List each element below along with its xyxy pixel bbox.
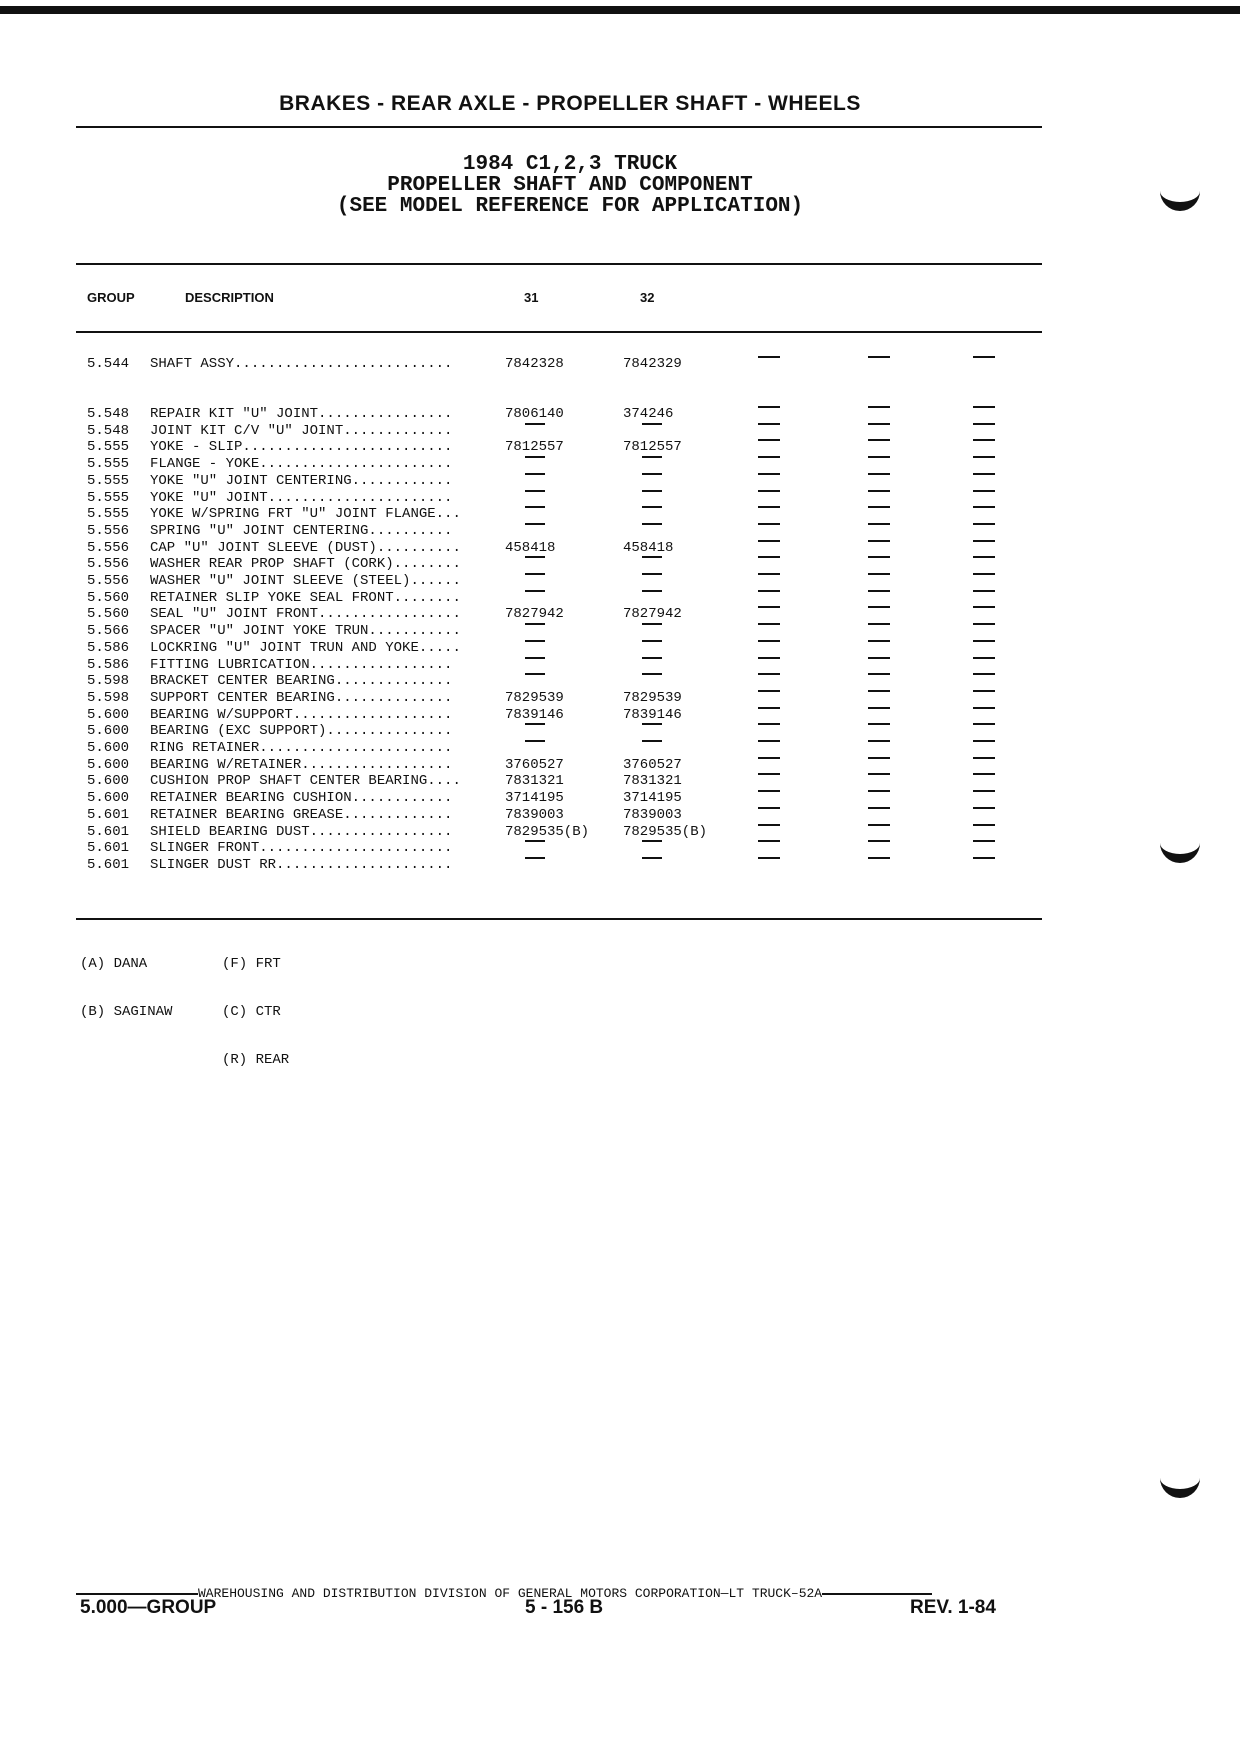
empty-column-dash bbox=[868, 740, 890, 742]
group-number: 5.586 bbox=[87, 639, 130, 656]
group-number: 5.556 bbox=[87, 556, 130, 573]
empty-column-dash bbox=[868, 423, 890, 425]
empty-column-dash bbox=[868, 573, 890, 575]
part-number-31: 7829535(B) bbox=[505, 823, 590, 840]
part-description: JOINT KIT C/V "U" JOINT............. bbox=[150, 422, 453, 439]
part-number-31: 7831321 bbox=[505, 773, 564, 790]
empty-column-dash bbox=[973, 423, 995, 425]
part-description: FITTING LUBRICATION................. bbox=[150, 656, 453, 673]
part-description: RING RETAINER....................... bbox=[150, 740, 453, 756]
empty-column-dash bbox=[973, 857, 995, 859]
table-row bbox=[0, 506, 1259, 523]
table-row bbox=[0, 406, 1259, 423]
empty-column-dash bbox=[868, 356, 890, 358]
empty-column-dash bbox=[868, 673, 890, 675]
empty-column-dash bbox=[973, 439, 995, 441]
binder-hole-mark bbox=[1160, 1465, 1200, 1498]
legend-item: (A) DANA bbox=[80, 956, 148, 972]
part-description: SHIELD BEARING DUST................. bbox=[150, 823, 453, 840]
group-number: 5.600 bbox=[87, 790, 130, 807]
empty-column-dash bbox=[758, 490, 780, 492]
col-group-header: GROUP bbox=[87, 290, 135, 305]
group-number: 5.555 bbox=[87, 489, 130, 506]
empty-column-dash bbox=[868, 456, 890, 458]
part-number-31: 7839146 bbox=[505, 706, 564, 723]
not-applicable-dash bbox=[642, 423, 662, 425]
empty-column-dash bbox=[758, 773, 780, 775]
not-applicable-dash bbox=[642, 573, 662, 575]
empty-column-dash bbox=[758, 523, 780, 525]
part-description: YOKE - SLIP......................... bbox=[150, 439, 453, 456]
empty-column-dash bbox=[973, 606, 995, 608]
part-number-31: 7842328 bbox=[505, 356, 564, 372]
not-applicable-dash bbox=[642, 673, 662, 675]
empty-column-dash bbox=[973, 790, 995, 792]
empty-column-dash bbox=[973, 690, 995, 692]
group-number: 5.555 bbox=[87, 439, 130, 456]
not-applicable-dash bbox=[525, 857, 545, 859]
table-row bbox=[0, 439, 1259, 456]
group-number: 5.548 bbox=[87, 422, 130, 439]
part-description: SEAL "U" JOINT FRONT................. bbox=[150, 606, 461, 623]
part-number-32: 7829539 bbox=[623, 689, 682, 706]
legend-left bbox=[80, 924, 172, 1036]
part-number-31: 3714195 bbox=[505, 790, 564, 807]
part-description: SHAFT ASSY.......................... bbox=[150, 356, 453, 372]
empty-column-dash bbox=[868, 790, 890, 792]
empty-column-dash bbox=[868, 690, 890, 692]
title-line-3: (SEE MODEL REFERENCE FOR APPLICATION) bbox=[336, 195, 804, 218]
empty-column-dash bbox=[868, 857, 890, 859]
not-applicable-dash bbox=[525, 523, 545, 525]
part-number-32: 7831321 bbox=[623, 773, 682, 790]
legend-item: (C) CTR bbox=[222, 1004, 281, 1020]
part-description: SPRING "U" JOINT CENTERING.......... bbox=[150, 522, 453, 539]
table-row bbox=[0, 807, 1259, 824]
legend-item: (B) SAGINAW bbox=[80, 1004, 173, 1020]
empty-column-dash bbox=[758, 623, 780, 625]
empty-column-dash bbox=[758, 657, 780, 659]
empty-column-dash bbox=[973, 840, 995, 842]
table-bottom-rule bbox=[76, 918, 1042, 920]
table-row bbox=[0, 473, 1259, 490]
group-number: 5.601 bbox=[87, 823, 130, 840]
empty-column-dash bbox=[973, 356, 995, 358]
group-number: 5.600 bbox=[87, 773, 130, 790]
part-number-31: 7827942 bbox=[505, 606, 564, 623]
empty-column-dash bbox=[758, 506, 780, 508]
not-applicable-dash bbox=[525, 840, 545, 842]
group-number: 5.548 bbox=[87, 406, 130, 422]
empty-column-dash bbox=[758, 757, 780, 759]
empty-column-dash bbox=[868, 657, 890, 659]
part-number-32: 7842329 bbox=[623, 356, 682, 372]
table-row bbox=[0, 673, 1259, 690]
not-applicable-dash bbox=[525, 573, 545, 575]
empty-column-dash bbox=[758, 673, 780, 675]
group-number: 5.601 bbox=[87, 840, 130, 857]
table-row bbox=[0, 523, 1259, 540]
table-row bbox=[0, 773, 1259, 790]
not-applicable-dash bbox=[642, 840, 662, 842]
part-description: SUPPORT CENTER BEARING.............. bbox=[150, 689, 453, 706]
footer-page-number: 5 - 156 B bbox=[525, 1597, 604, 1618]
part-number-32: 7839146 bbox=[623, 706, 682, 723]
empty-column-dash bbox=[868, 807, 890, 809]
empty-column-dash bbox=[868, 757, 890, 759]
not-applicable-dash bbox=[642, 640, 662, 642]
col-description-header: DESCRIPTION bbox=[185, 290, 274, 305]
group-number: 5.598 bbox=[87, 673, 130, 690]
empty-column-dash bbox=[973, 640, 995, 642]
not-applicable-dash bbox=[642, 590, 662, 592]
part-description: BEARING W/SUPPORT................... bbox=[150, 706, 453, 723]
part-description: SLINGER DUST RR..................... bbox=[150, 856, 453, 873]
not-applicable-dash bbox=[525, 423, 545, 425]
empty-column-dash bbox=[758, 573, 780, 575]
part-description: RETAINER SLIP YOKE SEAL FRONT........ bbox=[150, 589, 461, 606]
empty-column-dash bbox=[758, 857, 780, 859]
empty-column-dash bbox=[973, 573, 995, 575]
table-row bbox=[0, 840, 1259, 857]
empty-column-dash bbox=[758, 540, 780, 542]
part-number-32: 458418 bbox=[623, 539, 674, 556]
part-description: SLINGER FRONT....................... bbox=[150, 840, 453, 857]
empty-column-dash bbox=[758, 590, 780, 592]
not-applicable-dash bbox=[525, 673, 545, 675]
table-row bbox=[0, 573, 1259, 590]
table-row bbox=[0, 640, 1259, 657]
table-row bbox=[0, 423, 1259, 440]
empty-column-dash bbox=[758, 740, 780, 742]
part-number-32: 7827942 bbox=[623, 606, 682, 623]
empty-column-dash bbox=[868, 840, 890, 842]
empty-column-dash bbox=[868, 606, 890, 608]
group-number: 5.566 bbox=[87, 623, 130, 640]
table-row bbox=[0, 590, 1259, 607]
publisher-text: WAREHOUSING AND DISTRIBUTION DIVISION OF GENERAL MOTORS CORPORATION—LT TRUCK–52A bbox=[198, 1586, 823, 1601]
empty-column-dash bbox=[973, 406, 995, 408]
not-applicable-dash bbox=[525, 590, 545, 592]
part-number-32: 374246 bbox=[623, 406, 674, 422]
group-number: 5.556 bbox=[87, 522, 130, 539]
title-line-1: 1984 C1,2,3 TRUCK bbox=[462, 153, 678, 176]
empty-column-dash bbox=[973, 523, 995, 525]
not-applicable-dash bbox=[525, 623, 545, 625]
empty-column-dash bbox=[868, 723, 890, 725]
part-description: RETAINER BEARING CUSHION............ bbox=[150, 790, 453, 807]
empty-column-dash bbox=[758, 406, 780, 408]
table-row bbox=[0, 757, 1259, 774]
part-description: WASHER "U" JOINT SLEEVE (STEEL)...... bbox=[150, 573, 461, 589]
not-applicable-dash bbox=[525, 490, 545, 492]
not-applicable-dash bbox=[642, 623, 662, 625]
part-description: BEARING W/RETAINER.................. bbox=[150, 756, 453, 773]
not-applicable-dash bbox=[642, 740, 662, 742]
part-number-32: 7829535(B) bbox=[623, 823, 708, 840]
part-number-32: 3714195 bbox=[623, 790, 682, 807]
empty-column-dash bbox=[758, 556, 780, 558]
not-applicable-dash bbox=[525, 740, 545, 742]
col-31-header: 31 bbox=[524, 290, 539, 305]
empty-column-dash bbox=[758, 807, 780, 809]
header-rule bbox=[76, 126, 1042, 128]
legend-right bbox=[222, 924, 289, 1084]
empty-column-dash bbox=[973, 473, 995, 475]
part-description: CAP "U" JOINT SLEEVE (DUST).......... bbox=[150, 539, 461, 556]
group-number: 5.544 bbox=[87, 356, 130, 372]
empty-column-dash bbox=[868, 506, 890, 508]
empty-column-dash bbox=[758, 456, 780, 458]
table-row bbox=[0, 690, 1259, 707]
table-top-rule bbox=[76, 263, 1042, 265]
group-number: 5.555 bbox=[87, 472, 130, 489]
not-applicable-dash bbox=[642, 556, 662, 558]
part-number-31: 7829539 bbox=[505, 689, 564, 706]
empty-column-dash bbox=[973, 757, 995, 759]
part-description: CUSHION PROP SHAFT CENTER BEARING.... bbox=[150, 773, 461, 790]
empty-column-dash bbox=[973, 723, 995, 725]
part-description: YOKE "U" JOINT...................... bbox=[150, 489, 453, 506]
footer-group: 5.000—GROUP bbox=[80, 1597, 217, 1618]
part-description: LOCKRING "U" JOINT TRUN AND YOKE..... bbox=[150, 639, 461, 656]
table-row bbox=[0, 790, 1259, 807]
table-row bbox=[0, 857, 1259, 874]
footer-revision: REV. 1-84 bbox=[910, 1597, 996, 1618]
empty-column-dash bbox=[868, 406, 890, 408]
empty-column-dash bbox=[973, 707, 995, 709]
empty-column-dash bbox=[973, 556, 995, 558]
empty-column-dash bbox=[973, 456, 995, 458]
part-description: REPAIR KIT "U" JOINT................ bbox=[150, 406, 453, 422]
not-applicable-dash bbox=[525, 473, 545, 475]
empty-column-dash bbox=[868, 773, 890, 775]
part-description: SPACER "U" JOINT YOKE TRUN........... bbox=[150, 623, 461, 640]
empty-column-dash bbox=[758, 356, 780, 358]
empty-column-dash bbox=[868, 590, 890, 592]
empty-column-dash bbox=[868, 707, 890, 709]
empty-column-dash bbox=[758, 790, 780, 792]
legend-item: (F) FRT bbox=[222, 956, 281, 972]
table-row bbox=[0, 740, 1259, 757]
empty-column-dash bbox=[868, 556, 890, 558]
empty-column-dash bbox=[758, 723, 780, 725]
empty-column-dash bbox=[973, 807, 995, 809]
empty-column-dash bbox=[868, 439, 890, 441]
group-number: 5.600 bbox=[87, 723, 130, 740]
empty-column-dash bbox=[973, 824, 995, 826]
part-number-31: 7812557 bbox=[505, 439, 564, 456]
empty-column-dash bbox=[758, 824, 780, 826]
part-number-32: 7839003 bbox=[623, 806, 682, 823]
group-number: 5.556 bbox=[87, 573, 130, 589]
not-applicable-dash bbox=[642, 490, 662, 492]
group-number: 5.601 bbox=[87, 806, 130, 823]
empty-column-dash bbox=[868, 523, 890, 525]
group-number: 5.601 bbox=[87, 856, 130, 873]
table-row bbox=[0, 623, 1259, 640]
table-row bbox=[0, 490, 1259, 507]
group-number: 5.600 bbox=[87, 740, 130, 756]
part-number-32: 3760527 bbox=[623, 756, 682, 773]
empty-column-dash bbox=[758, 690, 780, 692]
not-applicable-dash bbox=[525, 556, 545, 558]
empty-column-dash bbox=[758, 840, 780, 842]
part-number-31: 7806140 bbox=[505, 406, 564, 422]
top-border-bar bbox=[0, 6, 1240, 14]
empty-column-dash bbox=[868, 473, 890, 475]
empty-column-dash bbox=[868, 490, 890, 492]
empty-column-dash bbox=[758, 707, 780, 709]
binder-hole-mark bbox=[1160, 178, 1200, 211]
empty-column-dash bbox=[973, 623, 995, 625]
not-applicable-dash bbox=[642, 456, 662, 458]
part-description: YOKE W/SPRING FRT "U" JOINT FLANGE... bbox=[150, 506, 461, 523]
part-description: RETAINER BEARING GREASE............. bbox=[150, 806, 453, 823]
group-number: 5.600 bbox=[87, 756, 130, 773]
part-description: BEARING (EXC SUPPORT)............... bbox=[150, 723, 453, 740]
group-number: 5.555 bbox=[87, 506, 130, 523]
empty-column-dash bbox=[973, 657, 995, 659]
not-applicable-dash bbox=[642, 857, 662, 859]
part-number-31: 7839003 bbox=[505, 806, 564, 823]
group-number: 5.560 bbox=[87, 606, 130, 623]
empty-column-dash bbox=[973, 740, 995, 742]
empty-column-dash bbox=[758, 473, 780, 475]
empty-column-dash bbox=[868, 640, 890, 642]
part-number-31: 3760527 bbox=[505, 756, 564, 773]
empty-column-dash bbox=[868, 824, 890, 826]
empty-column-dash bbox=[973, 673, 995, 675]
part-description: YOKE "U" JOINT CENTERING............ bbox=[150, 472, 453, 489]
empty-column-dash bbox=[973, 540, 995, 542]
part-description: FLANGE - YOKE....................... bbox=[150, 456, 453, 473]
empty-column-dash bbox=[973, 590, 995, 592]
empty-column-dash bbox=[758, 640, 780, 642]
not-applicable-dash bbox=[642, 506, 662, 508]
not-applicable-dash bbox=[642, 723, 662, 725]
empty-column-dash bbox=[758, 439, 780, 441]
group-number: 5.586 bbox=[87, 656, 130, 673]
not-applicable-dash bbox=[525, 723, 545, 725]
group-number: 5.555 bbox=[87, 456, 130, 473]
not-applicable-dash bbox=[525, 506, 545, 508]
table-row bbox=[0, 456, 1259, 473]
table-row bbox=[0, 824, 1259, 841]
table-row bbox=[0, 540, 1259, 557]
title-line-2: PROPELLER SHAFT AND COMPONENT bbox=[387, 174, 753, 197]
table-row bbox=[0, 556, 1259, 573]
col-32-header: 32 bbox=[640, 290, 655, 305]
group-number: 5.598 bbox=[87, 689, 130, 706]
table-row bbox=[0, 723, 1259, 740]
empty-column-dash bbox=[758, 423, 780, 425]
group-number: 5.600 bbox=[87, 706, 130, 723]
empty-column-dash bbox=[973, 506, 995, 508]
group-number: 5.556 bbox=[87, 539, 130, 556]
not-applicable-dash bbox=[642, 473, 662, 475]
not-applicable-dash bbox=[642, 523, 662, 525]
empty-column-dash bbox=[868, 623, 890, 625]
table-row bbox=[0, 606, 1259, 623]
empty-column-dash bbox=[973, 490, 995, 492]
table-row bbox=[0, 707, 1259, 724]
empty-column-dash bbox=[868, 540, 890, 542]
not-applicable-dash bbox=[642, 657, 662, 659]
group-number: 5.560 bbox=[87, 589, 130, 606]
table-row bbox=[0, 657, 1259, 674]
not-applicable-dash bbox=[525, 657, 545, 659]
part-number-32: 7812557 bbox=[623, 439, 682, 456]
part-description: WASHER REAR PROP SHAFT (CORK)........ bbox=[150, 556, 461, 573]
not-applicable-dash bbox=[525, 456, 545, 458]
table-header-rule bbox=[76, 331, 1042, 333]
not-applicable-dash bbox=[525, 640, 545, 642]
part-number-31: 458418 bbox=[505, 539, 556, 556]
legend-item: (R) REAR bbox=[222, 1052, 290, 1068]
section-header: BRAKES - REAR AXLE - PROPELLER SHAFT - WHEELS bbox=[279, 92, 861, 115]
table-row bbox=[0, 356, 1259, 373]
part-description: BRACKET CENTER BEARING.............. bbox=[150, 673, 453, 690]
empty-column-dash bbox=[973, 773, 995, 775]
empty-column-dash bbox=[758, 606, 780, 608]
